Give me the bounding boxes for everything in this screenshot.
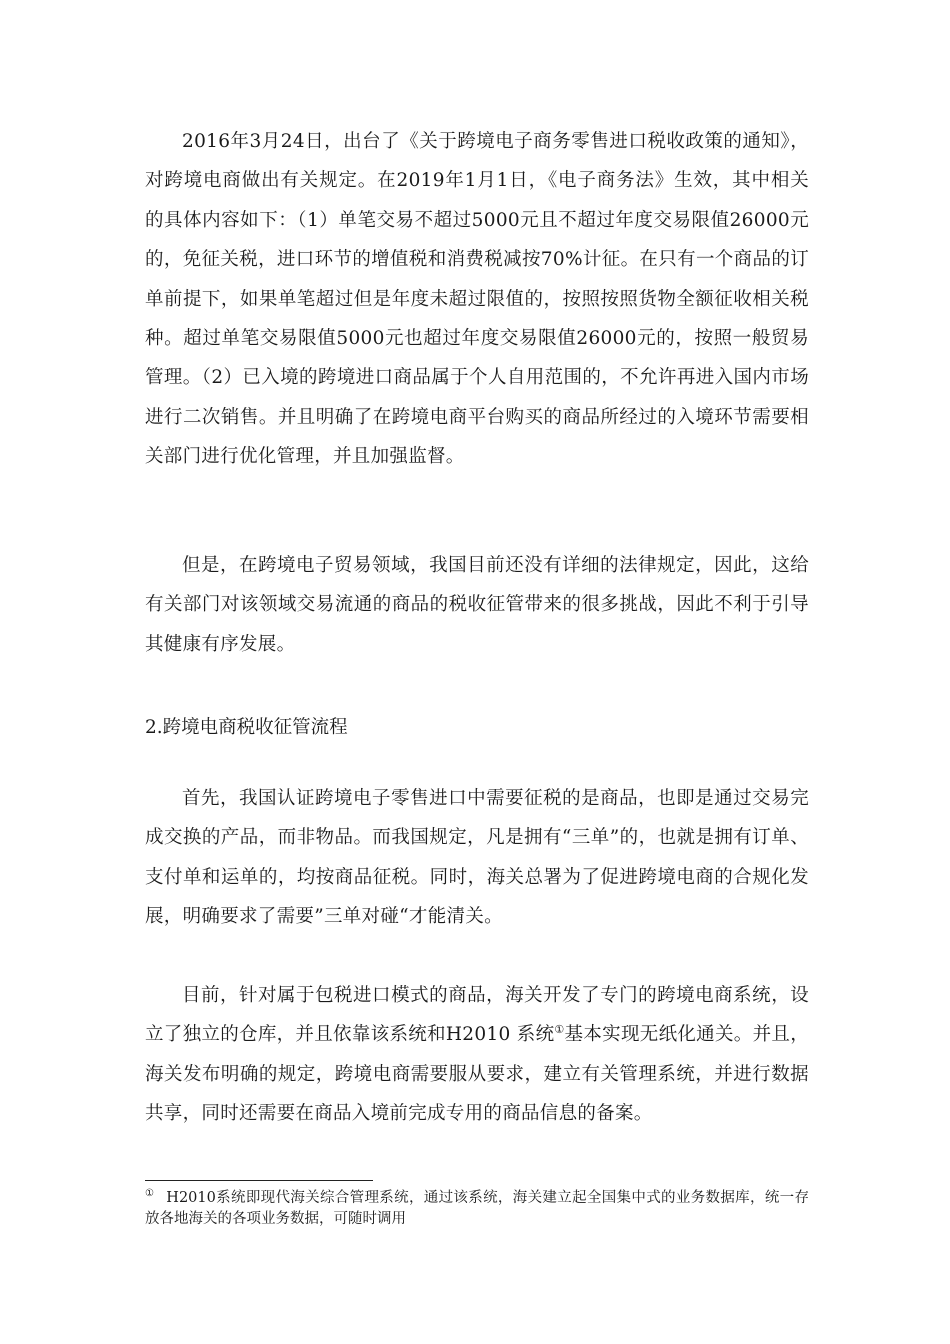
paragraph-customs-system [145, 976, 809, 1134]
paragraph-4-text-b: 基本实现无纸化通关。并且，海关发布明确的规定，跨境电商需要服从要求，建立有关管理系统，并进行数据共享，同时还需要在商品入境前完成专用的商品信息的备案。 [145, 1024, 809, 1125]
footnote-divider [145, 1180, 373, 1181]
paragraph-legal-gap: 但是，在跨境电子贸易领域，我国目前还没有详细的法律规定，因此，这给有关部门对该领域交易流通的商品的税收征管带来的很多挑战，因此不利于引导其健康有序发展。 [145, 555, 809, 655]
section-heading-block [145, 708, 809, 747]
paragraph-block-4 [145, 976, 809, 1134]
paragraph-block-2 [145, 546, 809, 664]
paragraph-block-3 [145, 779, 809, 937]
paragraph-block-1 [145, 122, 809, 477]
footnote-reference: ① [554, 1023, 565, 1037]
paragraph-4-text-a: 目前，针对属于包税进口模式的商品，海关开发了专门的跨境电商系统，设立了独立的仓库，并且依靠该系统和H2010 系统 [145, 985, 809, 1046]
footnote-text: H2010系统即现代海关综合管理系统，通过该系统，海关建立起全国集中式的业务数据库，统一存放各地海关的各项业务数据，可随时调用 [145, 1190, 809, 1227]
footnote [145, 1188, 809, 1230]
section-heading: 2.跨境电商税收征管流程 [145, 717, 348, 738]
paragraph-policy-2016: 2016年3月24日，出台了《关于跨境电子商务零售进口税收政策的通知》，对跨境电商做出有关规定。在2019年1月1日，《电子商务法》生效，其中相关的具体内容如下：（1）单笔交易不超过5000元且不超过年度交易限值26000元的，免征关税，进口环节的增值税和消费税减按70%计征。在只有一个商品的订单前提下，如果单笔超过但是年度未超过限值的，按照按照货物全额征收相关税种。超过单笔交易限值5000元也超过年度交易限值26000元的，按照一般贸易管理。（2）已入境的跨境进口商品属于个人自用范围的，不允许再进入国内市场进行二次销售。并且明确了在跨境电商平台购买的商品所经过的入境环节需要相关部门进行优化管理，并且加强监督。 [145, 131, 809, 468]
paragraph-three-documents: 首先，我国认证跨境电子零售进口中需要征税的是商品，也即是通过交易完成交换的产品，而非物品。而我国规定，凡是拥有“三单”的，也就是拥有订单、支付单和运单的，均按商品征税。同时，海关总署为了促进跨境电商的合规化发展，明确要求了需要”三单对碰“才能清关。 [145, 788, 809, 928]
footnote-marker: ① [145, 1188, 155, 1200]
